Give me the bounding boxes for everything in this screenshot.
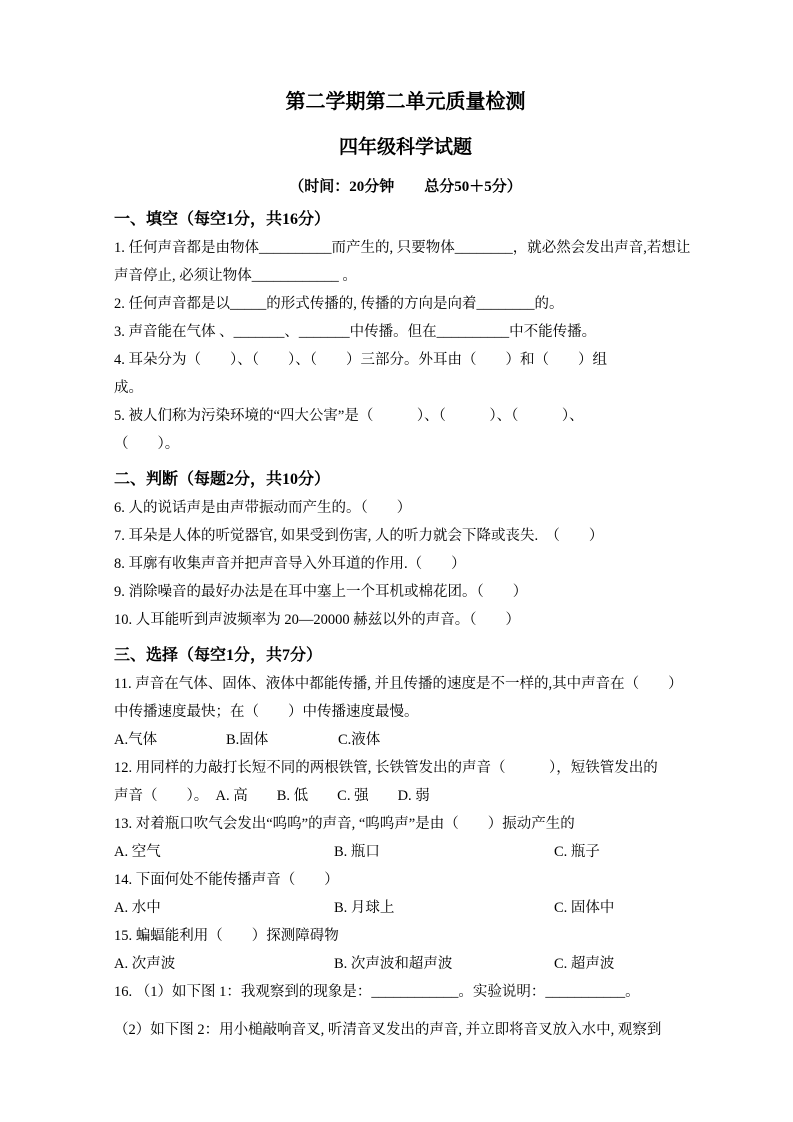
question-1-line-1: 1. 任何声音都是由物体__________而产生的, 只要物体________，就必然会发出声音,若想让 bbox=[114, 240, 691, 256]
section-true-false bbox=[114, 465, 697, 634]
question-13-options-row bbox=[114, 838, 697, 866]
section-heading-multiple-choice: 三、选择（每空1分，共7分） bbox=[114, 647, 323, 664]
question-15-line: 15. 蝙蝠能利用（ ）探测障碍物 bbox=[114, 928, 339, 944]
option-c: C. 瓶子 bbox=[554, 844, 600, 860]
section-heading-true-false: 二、判断（每题2分，共10分） bbox=[114, 471, 331, 488]
question-4-line-2: 成。 bbox=[114, 380, 143, 396]
option-c: C. 固体中 bbox=[554, 900, 615, 916]
question-6-line: 6. 人的说话声是由声带振动而产生的。（ ） bbox=[114, 500, 412, 516]
question-10-line: 10. 人耳能听到声波频率为 20—20000 赫兹以外的声音。（ ） bbox=[114, 612, 520, 628]
question-13-line: 13. 对着瓶口吹气会发出“呜呜”的声音, “呜呜声”是由（ ）振动产生的 bbox=[114, 816, 575, 832]
question-11-line-1: 11. 声音在气体、固体、液体中都能传播, 并且传播的速度是不一样的,其中声音在（ ） bbox=[114, 676, 683, 692]
question-12-line-1: 12. 用同样的力敲打长短不同的两根铁管, 长铁管发出的声音（ ），短铁管发出的 bbox=[114, 760, 658, 776]
question-7-line: 7. 耳朵是人体的听觉器官, 如果受到伤害, 人的听力就会下降或丧失. （ ） bbox=[114, 528, 604, 544]
question-14-options-row bbox=[114, 894, 697, 922]
option-a: A. 空气 bbox=[114, 844, 161, 860]
option-b: B. 瓶口 bbox=[334, 844, 380, 860]
question-9-line: 9. 消除噪音的最好办法是在耳中塞上一个耳机或棉花团。（ ） bbox=[114, 584, 528, 600]
question-11-line-2: 中传播速度最快；在（ ）中传播速度最慢。 bbox=[114, 704, 419, 720]
question-12-line-2: 声音（ ）。 A. 高 B. 低 C. 强 D. 弱 bbox=[114, 788, 430, 804]
page-subtitle: 四年级科学试题 bbox=[338, 137, 472, 158]
question-4-line-1: 4. 耳朵分为（ ）、（ ）、（ ）三部分。外耳由（ ）和（ ）组 bbox=[114, 352, 607, 368]
question-11-options-row bbox=[114, 726, 697, 754]
question-3-line: 3. 声音能在气体 、_______、_______中传播。但在__________中不能传播。 bbox=[114, 324, 597, 340]
option-a: A. 水中 bbox=[114, 900, 161, 916]
option-b: B.固体 bbox=[226, 732, 269, 748]
option-b: B. 月球上 bbox=[334, 900, 395, 916]
question-16-line-1: 16. （1）如下图 1：我观察到的现象是：____________。实验说明：___________。 bbox=[114, 984, 640, 1000]
option-c: C. 超声波 bbox=[554, 956, 615, 972]
option-b: B. 次声波和超声波 bbox=[334, 956, 453, 972]
question-5-line-2: （ ）。 bbox=[114, 436, 180, 452]
option-a: A.气体 bbox=[114, 732, 158, 748]
question-8-line: 8. 耳廓有收集声音并把声音导入外耳道的作用.（ ） bbox=[114, 556, 466, 572]
question-1-line-2: 声音停止, 必须让物体____________ 。 bbox=[114, 268, 357, 284]
question-16-line-2: （2）如下图 2：用小槌敲响音叉, 听清音叉发出的声音, 并立即将音叉放入水中, 观察到 bbox=[114, 1022, 662, 1038]
question-5-line-1: 5. 被人们称为污染环境的“四大公害”是（ ）、（ ）、（ ）、 bbox=[114, 408, 584, 424]
page-title: 第二学期第二单元质量检测 bbox=[285, 91, 526, 113]
section-fill-blanks bbox=[114, 205, 697, 458]
exam-meta: （时间：20分钟 总分50＋5分） bbox=[289, 179, 522, 195]
question-15-options-row bbox=[114, 950, 697, 978]
question-2-line: 2. 任何声音都是以_____的形式传播的, 传播的方向是向着________的。 bbox=[114, 296, 564, 312]
section-heading-fill-blanks: 一、填空（每空1分，共16分） bbox=[114, 211, 331, 228]
option-a: A. 次声波 bbox=[114, 956, 176, 972]
question-14-line: 14. 下面何处不能传播声音（ ） bbox=[114, 872, 339, 888]
option-c: C.液体 bbox=[338, 732, 381, 748]
section-multiple-choice bbox=[114, 641, 697, 1044]
